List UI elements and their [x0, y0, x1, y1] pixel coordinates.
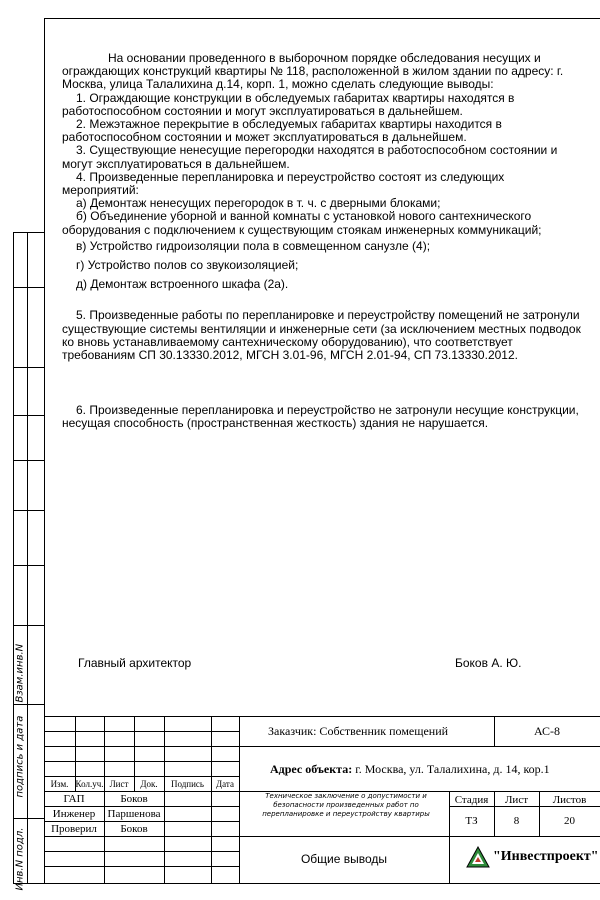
- signature-role: Главный архитектор: [78, 656, 192, 670]
- item-c: в) Устройство гидроизоляции пола в совмещенном санузле (4);: [76, 238, 431, 253]
- role-engineer: Инженер: [52, 808, 96, 820]
- intro-paragraph: На основании проведенного в выборочном порядке обследования несущих и ограждающих конструкций квартиры № 118, расположенной в жилом здании по адресу: г. Москва, улица Талалихина д.14, корп. 1, можно сделать следующие выводы:: [62, 51, 564, 92]
- header-podpis: Подпись: [170, 779, 205, 789]
- company-logo-icon: [466, 846, 490, 868]
- conclusion-6: 6. Произведенные перепланировка и переустройство не затронули несущие конструкции, несущая способность (пространственная жесткость) здания не нарушается.: [62, 403, 579, 431]
- company-name: "Инвестпроект": [493, 849, 599, 864]
- side-label-vzam: Взам.инв.N: [14, 643, 26, 703]
- conclusion-2: 2. Межэтажное перекрытие в обследуемых габаритах квартиры находится в работоспособном состоянии и может эксплуатироваться в дальнейшем.: [62, 117, 502, 145]
- role-gap: ГАП: [63, 793, 85, 805]
- name-checked: Боков: [120, 823, 148, 835]
- address-value: г. Москва, ул. Талалихина, д. 14, кор.1: [352, 762, 550, 776]
- sheets-header: Листов: [552, 794, 587, 806]
- name-gap: Боков: [120, 793, 148, 805]
- sheet-header: Лист: [504, 794, 529, 806]
- customer: Заказчик: Собственник помещений: [268, 724, 449, 738]
- sheet-value: 8: [513, 815, 520, 827]
- item-a: а) Демонтаж ненесущих перегородок в т. ч. с дверными блоками;: [76, 196, 441, 211]
- role-checked: Проверил: [51, 823, 97, 835]
- item-b: б) Объединение уборной и ванной комнаты с установкой нового сантехнического оборудования с подключением к существующим стоякам инженерных коммуникаций;: [62, 209, 542, 237]
- header-izm: Изм.: [50, 779, 69, 789]
- address-label: Адрес объекта:: [270, 762, 353, 776]
- section-title: Общие выводы: [300, 852, 388, 866]
- conclusion-5: 5. Произведенные работы по перепланировке и переустройству помещений не затронули существующие системы вентиляции и инженерные сети (за исключением местных подводок ко вновь устанавливаемому сантехническому оборудованию), что соответствует требованиям СП 30.13330.2012, МГСН 3.01-96, МГСН 2.01-94, СП 73.13330.2012.: [62, 308, 581, 363]
- sheets-value: 20: [564, 815, 575, 827]
- conclusion-1: 1. Ограждающие конструкции в обследуемых габаритах квартиры находятся в работоспособном состоянии и могут эксплуатироваться в дальнейшем.: [62, 90, 515, 118]
- item-e: д) Демонтаж встроенного шкафа (2а).: [76, 277, 289, 292]
- document-title: Техническое заключение о допустимости и безопасности произведенных работ по перепланировке и переустройству квартиры: [262, 792, 430, 818]
- name-engineer: Паршенова: [107, 808, 161, 820]
- stage-header: Стадия: [454, 794, 489, 806]
- signature-name: Боков А. Ю.: [455, 656, 522, 670]
- header-data: Дата: [216, 779, 234, 789]
- address-line: [270, 762, 550, 777]
- side-label-inv: Инв.N подл.: [14, 827, 26, 891]
- header-dok: Док.: [140, 779, 158, 789]
- stage-value: ТЗ: [465, 815, 478, 827]
- conclusions-text: [62, 52, 582, 431]
- item-d: г) Устройство полов со звукоизоляцией;: [76, 258, 299, 273]
- header-kol: Кол.уч.: [75, 779, 104, 789]
- header-list: Лист: [109, 779, 129, 789]
- project-code: АС-8: [533, 724, 561, 738]
- side-label-podpis: подпись и дата: [14, 715, 26, 798]
- conclusion-3: 3. Существующие ненесущие перегородки находятся в работоспособном состоянии и могут эксплуатироваться в дальнейшем.: [62, 143, 558, 171]
- conclusion-4: 4. Произведенные перепланировка и переустройство состоят из следующих мероприятий:: [62, 169, 505, 198]
